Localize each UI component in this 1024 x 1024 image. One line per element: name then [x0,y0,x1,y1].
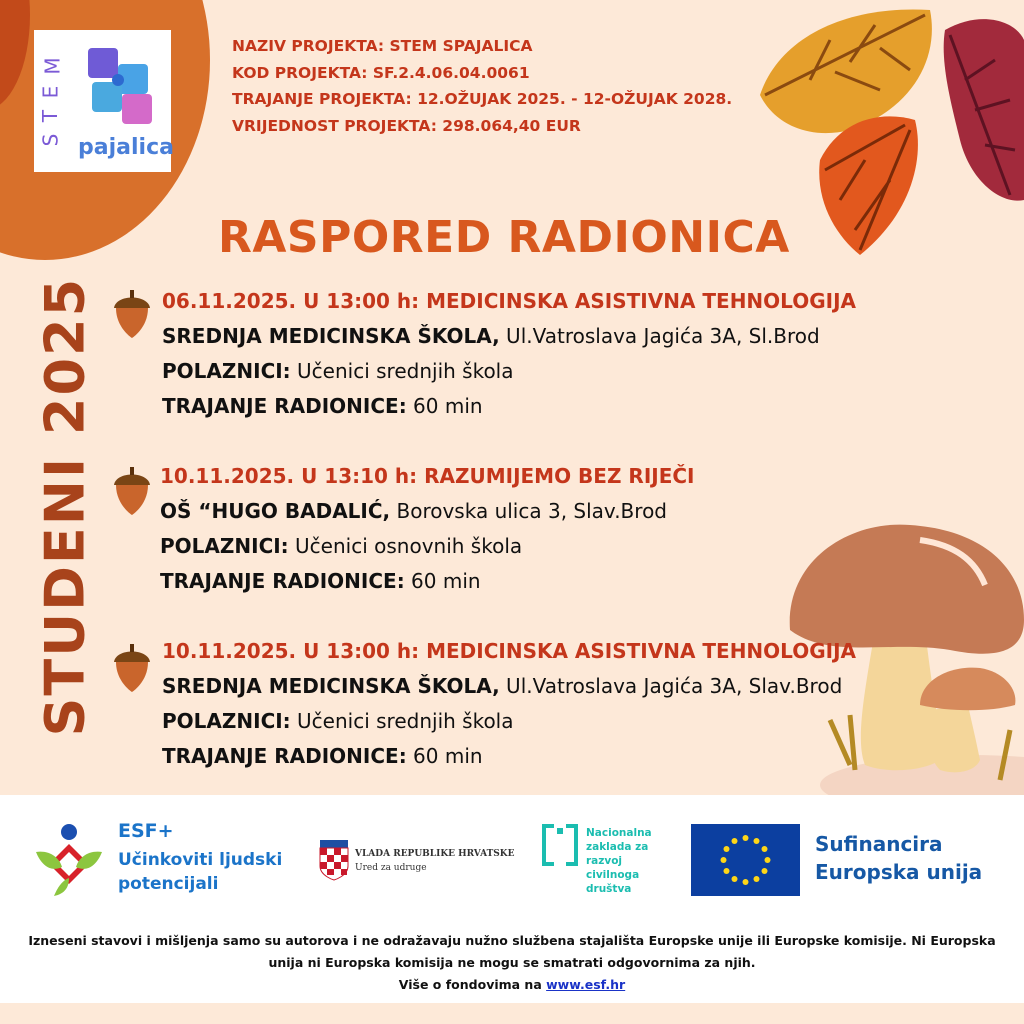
project-info [232,33,732,139]
workshop-duration: 60 min [404,569,481,593]
workshop-item [160,459,694,599]
eu-flag [691,824,800,896]
disclaimer [0,930,1024,996]
nzcd-line: društva [586,883,632,895]
nzcd-bracket-logo-icon [540,822,580,868]
workshop-address: Ul.Vatroslava Jagića 3A, Sl.Brod [499,324,820,348]
orange-leaf-icon [819,116,918,255]
esf-subtitle-line: Učinkoviti ljudski [118,850,283,870]
eu-cofinanced-text [815,830,982,886]
project-name: NAZIV PROJEKTA: STEM SPAJALICA [232,37,533,55]
month-label: STUDENI 2025 [33,276,97,737]
croatian-coat-of-arms-icon [318,838,350,882]
nzcd-line: Nacionalna [586,827,652,839]
workshop-header: 06.11.2025. U 13:00 h: MEDICINSKA ASISTIVNA TEHNOLOGIJA [162,289,856,313]
project-value: VRIJEDNOST PROJEKTA: 298.064,40 EUR [232,116,581,135]
project-duration: TRAJANJE PROJEKTA: 12.OŽUJAK 2025. - 12-OŽUJAK 2028. [232,90,733,108]
puzzle-pieces-icon [82,42,162,132]
duration-label: TRAJANJE RADIONICE: [160,569,405,593]
eu-stars-icon [691,824,800,896]
workshop-participants: Učenici osnovnih škola [288,534,523,558]
esf-title: ESF+ [118,820,174,842]
disclaimer-more: Više o fondovima na [398,977,547,992]
participants-label: POLAZNICI: [162,709,291,733]
logo-letter: E [38,85,63,99]
nzcd-line: razvoj [586,855,623,867]
esf-link[interactable]: www.esf.hr [546,977,626,992]
nzcd-line: civilnoga [586,869,640,881]
logo-letter: S [38,133,63,147]
yellow-leaf-icon [760,9,932,133]
workshop-item [162,284,856,424]
stem-spajalica-logo [34,30,174,172]
workshop-address: Borovska ulica 3, Slav.Brod [390,499,667,523]
participants-label: POLAZNICI: [160,534,289,558]
workshop-duration: 60 min [406,744,483,768]
workshop-duration: 60 min [406,394,483,418]
red-leaf-icon [944,19,1024,201]
workshop-header: 10.11.2025. U 13:00 h: MEDICINSKA ASISTIVNA TEHNOLOGIJA [162,639,856,663]
logo-letter: T [38,109,63,123]
disclaimer-line: Izneseni stavovi i mišljenja samo su autorova i ne odražavaju nužno službena stajališta Europske unije ili Europske komisije. Ni Europska [28,933,996,948]
workshop-school: OŠ “HUGO BADALIĆ, [160,499,391,523]
disclaimer-line: unija ni Europska komisija ne mogu se smatrati odgovornima za njih. [268,955,756,970]
logo-letter: M [40,57,65,75]
workshop-header: 10.11.2025. U 13:10 h: RAZUMIJEMO BEZ RIJEČI [160,464,695,488]
nzcd-text [586,826,652,896]
acorn-icon [108,642,156,694]
vlada-subtitle: Ured za udruge [355,863,427,873]
vlada-title: VLADA REPUBLIKE HRVATSKE [355,849,515,859]
workshop-school: SREDNJA MEDICINSKA ŠKOLA, [162,324,500,348]
acorn-icon [108,465,156,517]
nzcd-line: zaklada za [586,841,649,853]
participants-label: POLAZNICI: [162,359,291,383]
eu-text-line: Sufinancira [815,832,943,856]
workshop-address: Ul.Vatroslava Jagića 3A, Slav.Brod [499,674,843,698]
workshop-participants: Učenici srednjih škola [290,709,514,733]
workshop-participants: Učenici srednjih škola [290,359,514,383]
esf-subtitle-line: potencijali [118,874,219,894]
esf-logo-icon [34,822,104,898]
project-code: KOD PROJEKTA: SF.2.4.06.04.0061 [232,63,530,82]
eu-text-line: Europska unija [815,860,983,884]
workshop-item [162,634,856,774]
bottom-band [0,1003,1024,1024]
workshop-school: SREDNJA MEDICINSKA ŠKOLA, [162,674,500,698]
esf-subtitle [118,848,282,896]
acorn-icon [108,288,156,340]
page-title: RASPORED RADIONICA [218,212,790,263]
logo-text: pajalica [78,135,174,160]
duration-label: TRAJANJE RADIONICE: [162,394,407,418]
duration-label: TRAJANJE RADIONICE: [162,744,407,768]
